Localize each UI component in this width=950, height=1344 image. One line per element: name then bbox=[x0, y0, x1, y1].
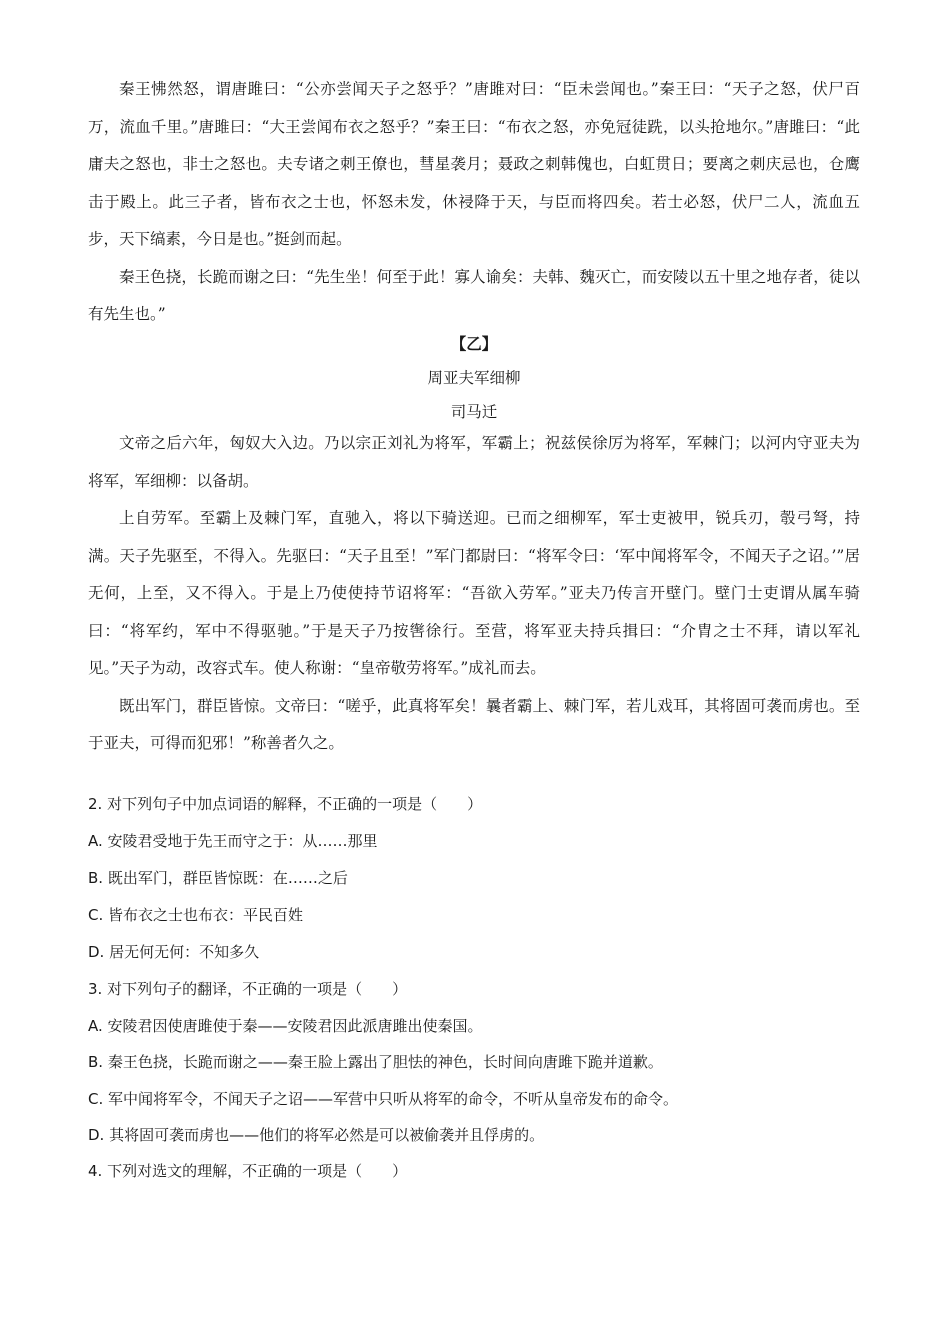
question-2-option-d: D. 居无何无何：不知多久 bbox=[88, 943, 260, 961]
question-2-option-b: B. 既出军门，群臣皆惊既：在……之后 bbox=[88, 869, 348, 887]
passage-yi-paragraph-2: 上自劳军。至霸上及棘门军，直驰入，将以下骑送迎。已而之细柳军，军士吏被甲，锐兵刃，彀弓弩，持满。天子先驱至，不得入。先驱曰：“天子且至！”军门都尉曰：“将军令曰：‘军中闻将军令，不闻天子之诏。’”居无何，上至，又不得入。于是上乃使使持节诏将军：“吾欲入劳军。”亚夫乃传言开壁门。壁门士吏谓从属车骑曰：“将军约，军中不得驱驰。”于是天子乃按辔徐行。至营，将军亚夫持兵揖曰：“介胄之士不拜，请以军礼见。”天子为动，改容式车。使人称谢：“皇帝敬劳将军。”成礼而去。 bbox=[88, 509, 860, 677]
passage-yi-title: 周亚夫军细柳 bbox=[427, 369, 521, 387]
question-3-option-a: A. 安陵君因使唐雎使于秦——安陵君因此派唐雎出使秦国。 bbox=[88, 1017, 483, 1035]
passage-jia-paragraph-2: 秦王色挠，长跪而谢之曰：“先生坐！何至于此！寡人谕矣：夫韩、魏灭亡，而安陵以五十里之地存者，徒以有先生也。” bbox=[88, 267, 860, 323]
passage-yi-paragraph-1: 文帝之后六年，匈奴大入边。乃以宗正刘礼为将军，军霸上；祝兹侯徐厉为将军，军棘门；以河内守亚夫为将军，军细柳：以备胡。 bbox=[88, 434, 860, 490]
question-2-option-a: A. 安陵君受地于先王而守之于：从……那里 bbox=[88, 832, 378, 850]
question-2-stem: 2. 对下列句子中加点词语的解释，不正确的一项是（ ） bbox=[88, 795, 483, 813]
passage-yi-marker: 【乙】 bbox=[450, 334, 498, 353]
question-3-option-d: D. 其将固可袭而虏也——他们的将军必然是可以被偷袭并且俘虏的。 bbox=[88, 1126, 545, 1144]
question-4-stem: 4. 下列对选文的理解，不正确的一项是（ ） bbox=[88, 1162, 408, 1180]
question-3-option-b: B. 秦王色挠，长跪而谢之——秦王脸上露出了胆怯的神色，长时间向唐雎下跪并道歉。 bbox=[88, 1053, 663, 1071]
passage-yi bbox=[88, 425, 860, 763]
passage-yi-paragraph-3: 既出军门，群臣皆惊。文帝曰：“嗟乎，此真将军矣！曩者霸上、棘门军，若儿戏耳，其将固可袭而虏也。至于亚夫，可得而犯邪！”称善者久之。 bbox=[88, 696, 860, 752]
question-3-stem: 3. 对下列句子的翻译，不正确的一项是（ ） bbox=[88, 980, 408, 998]
question-2-option-c: C. 皆布衣之士也布衣：平民百姓 bbox=[88, 906, 304, 924]
passage-yi-author: 司马迁 bbox=[450, 403, 498, 421]
question-3-option-c: C. 军中闻将军令，不闻天子之诏——军营中只听从将军的命令，不听从皇帝发布的命令。 bbox=[88, 1090, 679, 1108]
passage-jia bbox=[88, 71, 860, 334]
passage-jia-paragraph-1: 秦王怫然怒，谓唐雎曰：“公亦尝闻天子之怒乎？”唐雎对曰：“臣未尝闻也。”秦王曰：“天子之怒，伏尸百万，流血千里。”唐雎曰：“大王尝闻布衣之怒乎？”秦王曰：“布衣之怒，亦免冠徒跣，以头抢地尔。”唐雎曰：“此庸夫之怒也，非士之怒也。夫专诸之刺王僚也，彗星袭月；聂政之刺韩傀也，白虹贯日；要离之刺庆忌也，仓鹰击于殿上。此三子者，皆布衣之士也，怀怒未发，休祲降于天，与臣而将四矣。若士必怒，伏尸二人，流血五步，天下缟素，今日是也。”挺剑而起。 bbox=[88, 80, 860, 248]
